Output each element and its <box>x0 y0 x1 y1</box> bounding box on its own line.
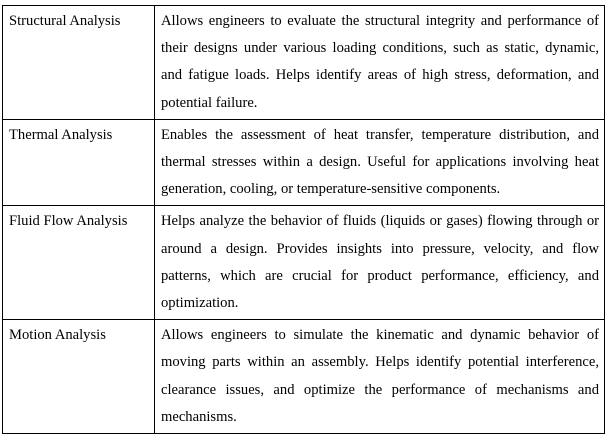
table-row <box>3 320 605 434</box>
analysis-name-cell: Thermal Analysis <box>3 119 155 206</box>
analysis-types-table <box>2 5 605 434</box>
analysis-description-cell: Allows engineers to evaluate the structural integrity and performance of their designs under various loading conditions, such as static, dynamic, and fatigue loads. Helps identify areas of high stress, deformation, and potential failure. <box>155 6 605 120</box>
analysis-name-cell: Fluid Flow Analysis <box>3 206 155 320</box>
analysis-description-cell: Helps analyze the behavior of fluids (liquids or gases) flowing through or around a design. Provides insights into pressure, velocity, and flow patterns, which are crucial for product performance, efficiency, and optimization. <box>155 206 605 320</box>
analysis-name-cell: Structural Analysis <box>3 6 155 120</box>
analysis-description-cell: Allows engineers to simulate the kinematic and dynamic behavior of moving parts within an assembly. Helps identify potential interference, clearance issues, and optimize the performance of mechanisms and mechanisms. <box>155 320 605 434</box>
table-row <box>3 119 605 206</box>
analysis-name-cell: Motion Analysis <box>3 320 155 434</box>
analysis-description-cell: Enables the assessment of heat transfer, temperature distribution, and thermal stresses within a design. Useful for applications involving heat generation, cooling, or temperature-sensitive components. <box>155 119 605 206</box>
table-row <box>3 6 605 120</box>
table-row <box>3 206 605 320</box>
